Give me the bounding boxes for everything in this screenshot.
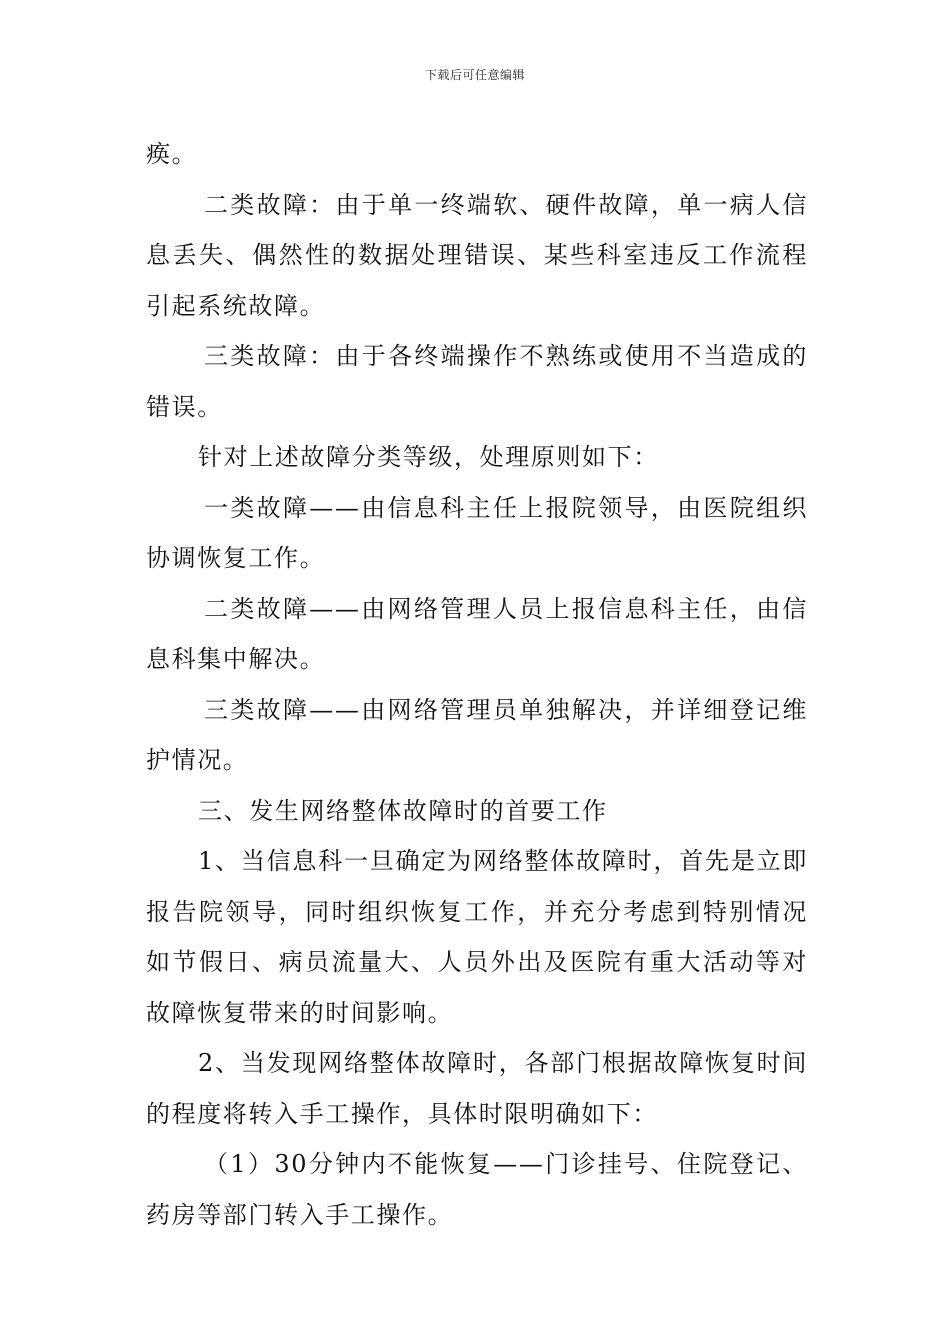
section-heading-three: 三、发生网络整体故障时的首要工作 [198, 796, 608, 825]
paragraph-handling-principles: 针对上述故障分类等级，处理原则如下： [198, 443, 659, 471]
paragraph-class-one-handling: 一类故障——由信息科主任上报院领导，由医院组织协调恢复工作。 [146, 493, 808, 572]
paragraph-class-two-fault: 二类故障：由于单一终端软、硬件故障，单一病人信息丢失、偶然性的数据处理错误、某些科室违反工作流程引起系统故障。 [146, 190, 808, 320]
paragraph-class-two-handling: 二类故障——由网络管理人员上报信息科主任，由信息科集中解决。 [146, 594, 808, 673]
paragraph-class-three-handling: 三类故障——由网络管理员单独解决，并详细登记维护情况。 [146, 695, 808, 774]
paragraph-sub-item-1: （1）30分钟内不能恢复——门诊挂号、住院登记、药房等部门转入手工操作。 [146, 1150, 808, 1229]
document-body [146, 129, 808, 1240]
paragraph-continuation: 痪。 [146, 140, 198, 168]
paragraph-class-three-fault: 三类故障：由于各终端操作不熟练或使用不当造成的错误。 [146, 342, 808, 421]
page-header: 下载后可任意编辑 [424, 68, 525, 82]
paragraph-item-1: 1、当信息科一旦确定为网络整体故障时，首先是立即报告院领导，同时组织恢复工作，并充分考虑到特别情况如节假日、病员流量大、人员外出及医院有重大活动等对故障恢复带来的时间影响。 [146, 847, 808, 1027]
paragraph-item-2: 2、当发现网络整体故障时，各部门根据故障恢复时间的程度将转入手工操作，具体时限明确如下： [146, 1049, 808, 1128]
